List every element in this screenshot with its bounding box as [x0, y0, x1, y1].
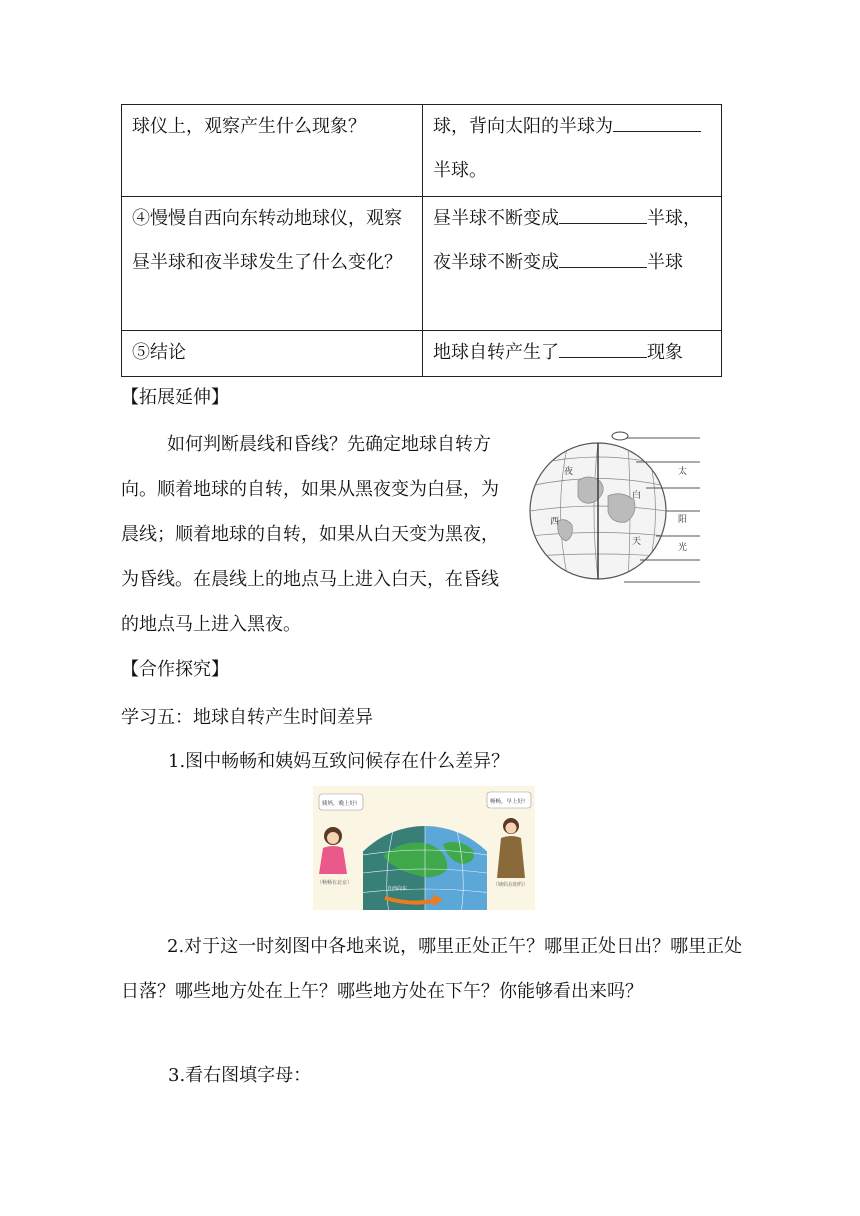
globe-label: 光 — [678, 543, 688, 553]
cell-text: 半球。 — [433, 160, 487, 181]
cell-text: 昼半球不断变成 — [433, 208, 559, 229]
table-cell — [122, 197, 423, 331]
cell-text: 半球 — [647, 252, 683, 273]
speech-bubble-right: 畅畅，早上好! — [490, 799, 526, 805]
question-1: 1.图中畅畅和姨妈互致问候存在什么差异？ — [168, 751, 510, 772]
cell-text: 球，背向太阳的半球为 — [433, 116, 613, 137]
globe-label: 西 — [550, 517, 560, 527]
globe-label: 白 — [632, 491, 642, 501]
table-cell — [423, 331, 722, 377]
time-difference-figure — [313, 786, 535, 910]
cell-text: 半球， — [647, 208, 701, 229]
globe-label: 天 — [632, 537, 642, 547]
globe-label: 阳 — [678, 515, 688, 525]
cooperation-heading: 【合作探究】 — [121, 659, 229, 680]
answer-blank[interactable] — [559, 337, 647, 358]
globe-label: 太 — [678, 467, 688, 477]
globe-terminator-figure — [528, 426, 704, 588]
answer-blank[interactable] — [559, 203, 647, 224]
section-subtitle: 学习五：地球自转产生时间差异 — [121, 707, 373, 728]
table-row — [122, 331, 722, 377]
globe-label: 夜 — [564, 467, 574, 477]
cell-text: 球仪上，观察产生什么现象？ — [132, 116, 366, 137]
table-row — [122, 105, 722, 197]
extension-heading: 【拓展延伸】 — [121, 387, 229, 408]
cell-text: ④慢慢自西向东转动地球仪，观察昼半球和夜半球发生了什么变化？ — [132, 208, 402, 273]
cell-text: 夜半球不断变成 — [433, 252, 559, 273]
question-2: 2.对于这一时刻图中各地来说，哪里正处正午？哪里正处日出？哪里正处日落？哪些地方处在上午？哪些地方处在下午？你能够看出来吗？ — [121, 936, 743, 1002]
question-3: 3.看右图填字母： — [168, 1065, 312, 1086]
caption-right: （姨妈在纽约） — [493, 882, 529, 888]
table-cell — [122, 331, 423, 377]
table-cell — [122, 105, 423, 197]
caption-left: （畅畅在北京） — [317, 880, 353, 886]
table-cell — [423, 105, 722, 197]
cell-text: 地球自转产生了 — [433, 342, 559, 363]
question-table — [121, 104, 722, 377]
cell-text: ⑤结论 — [132, 342, 186, 363]
answer-blank[interactable] — [559, 247, 647, 268]
extension-paragraph: 如何判断晨线和昏线？先确定地球自转方向。顺着地球的自转，如果从黑夜变为白昼，为晨线；顺着地球的自转，如果从白天变为黑夜，为昏线。在晨线上的地点马上进入白天，在昏线的地点马上进入黑夜。 — [121, 434, 499, 635]
table-row — [122, 197, 722, 331]
answer-blank[interactable] — [613, 111, 701, 132]
rotation-label: 自西向东 — [387, 886, 408, 892]
cell-text: 现象 — [647, 342, 683, 363]
speech-bubble-left: 姨妈，晚上好! — [322, 801, 358, 807]
table-cell — [423, 197, 722, 331]
